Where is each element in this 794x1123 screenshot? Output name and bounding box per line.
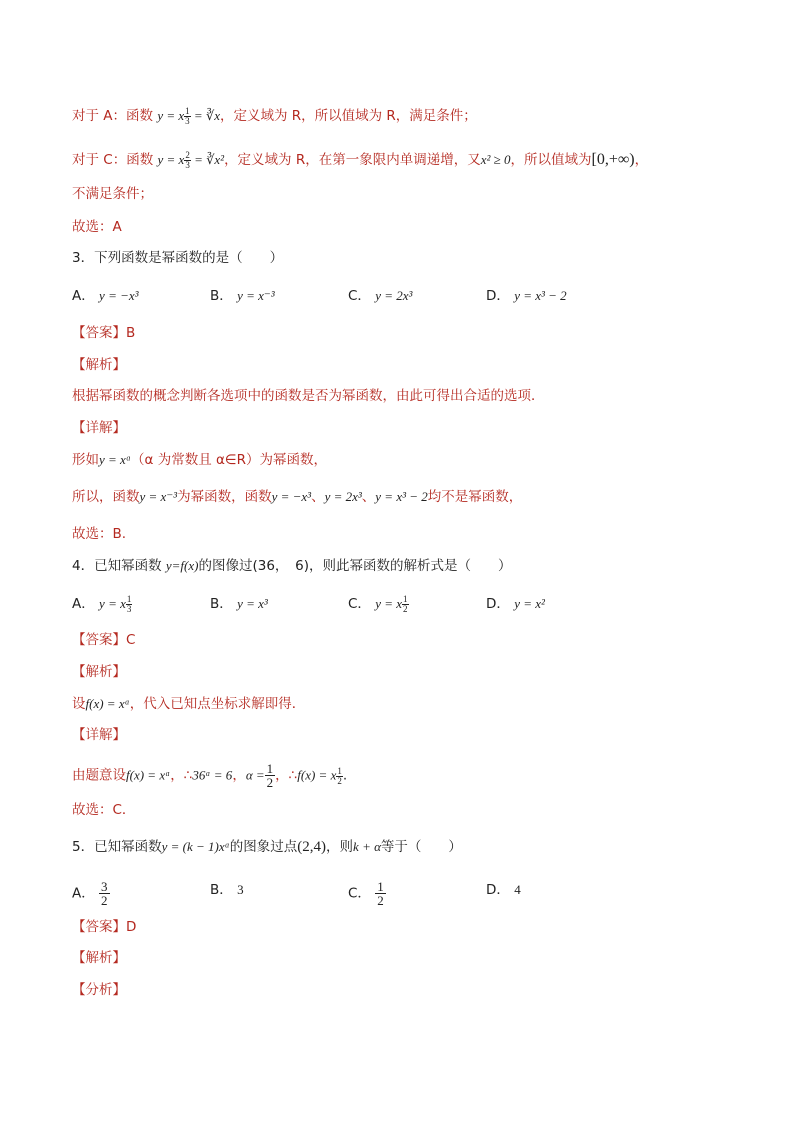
detail-line-3a: 形如y = xᵅ（α 为常数且 α∈R）为幂函数， bbox=[72, 452, 328, 468]
option-d: D． 4 bbox=[486, 882, 521, 898]
option-b: B． 3 bbox=[210, 882, 244, 898]
detail-tag-3: 【详解】 bbox=[72, 420, 126, 436]
option-a: A． y = −x³ bbox=[72, 288, 139, 304]
option-d: D． y = x³ − 2 bbox=[486, 288, 567, 304]
analysis-tag-3: 【解析】 bbox=[72, 357, 126, 373]
answer-tag-4: 【答案】C bbox=[72, 632, 136, 648]
exponent-fraction: $\frac{1}{3}$ bbox=[185, 106, 190, 126]
choose-line-4: 故选：C． bbox=[72, 802, 136, 818]
option-b: B． y = x³ bbox=[210, 596, 268, 612]
option-c: C． y = 2x³ bbox=[348, 288, 413, 304]
analysis-tag-4: 【解析】 bbox=[72, 664, 126, 680]
analysis-tag-5: 【解析】 bbox=[72, 950, 126, 966]
question-5-stem: 5．已知幂函数y = (k − 1)xᵅ的图象过点(2,4)，则k + α等于（ ） bbox=[72, 839, 462, 855]
solution-line-c: 对于 C：函数 y = x $\frac{2}{3}$ = ∛x²，定义域为 R，在第一象限内单调递增，又x² ≥ 0，所以值域为[0,+∞)， bbox=[72, 150, 649, 170]
detail-line-3b: 所以，函数y = x⁻³为幂函数，函数y = −x³、y = 2x³、y = x³ − 2均不是幂函数， bbox=[72, 489, 523, 505]
detail-line-4: 由题意设f(x) = xᵅ，∴36ᵅ = 6，α = $\frac{1}{2}$ ，∴f(x) = x $\frac{1}{2}$ . bbox=[72, 761, 348, 790]
question-3-stem: 3．下列函数是幂函数的是（ ） bbox=[72, 250, 284, 266]
question-4-stem: 4．已知幂函数 y=f(x)的图像过(36， 6)，则此幂函数的解析式是（ ） bbox=[72, 558, 512, 574]
choose-line-2: 故选：A bbox=[72, 219, 122, 235]
option-c: C． y = x $\frac{1}{2}$ bbox=[348, 594, 408, 614]
answer-tag-5: 【答案】D bbox=[72, 919, 137, 935]
option-a: A． $\frac{3}{2}$ bbox=[72, 879, 108, 908]
analysis-text-4: 设f(x) = xᵅ，代入已知点坐标求解即得． bbox=[72, 696, 306, 712]
option-a: A． y = x $\frac{1}{3}$ bbox=[72, 594, 132, 614]
choose-line-3: 故选：B. bbox=[72, 526, 127, 542]
detail-tag-4: 【详解】 bbox=[72, 727, 126, 743]
option-b: B． y = x⁻³ bbox=[210, 288, 275, 304]
exponent-fraction: $\frac{2}{3}$ bbox=[185, 150, 190, 170]
solution-line-c-cont: 不满足条件； bbox=[72, 186, 153, 202]
answer-tag-3: 【答案】B bbox=[72, 325, 136, 341]
solution-line-a: 对于 A：函数 y = x $\frac{1}{3}$ = ∛x，定义域为 R，所以值域为 R，满足条件； bbox=[72, 106, 477, 126]
option-c: C． $\frac{1}{2}$ bbox=[348, 879, 384, 908]
analysis-text-3: 根据幂函数的概念判断各选项中的函数是否为幂函数，由此可得出合适的选项． bbox=[72, 388, 545, 404]
option-d: D． y = x² bbox=[486, 596, 545, 612]
fenxi-tag-5: 【分析】 bbox=[72, 982, 126, 998]
